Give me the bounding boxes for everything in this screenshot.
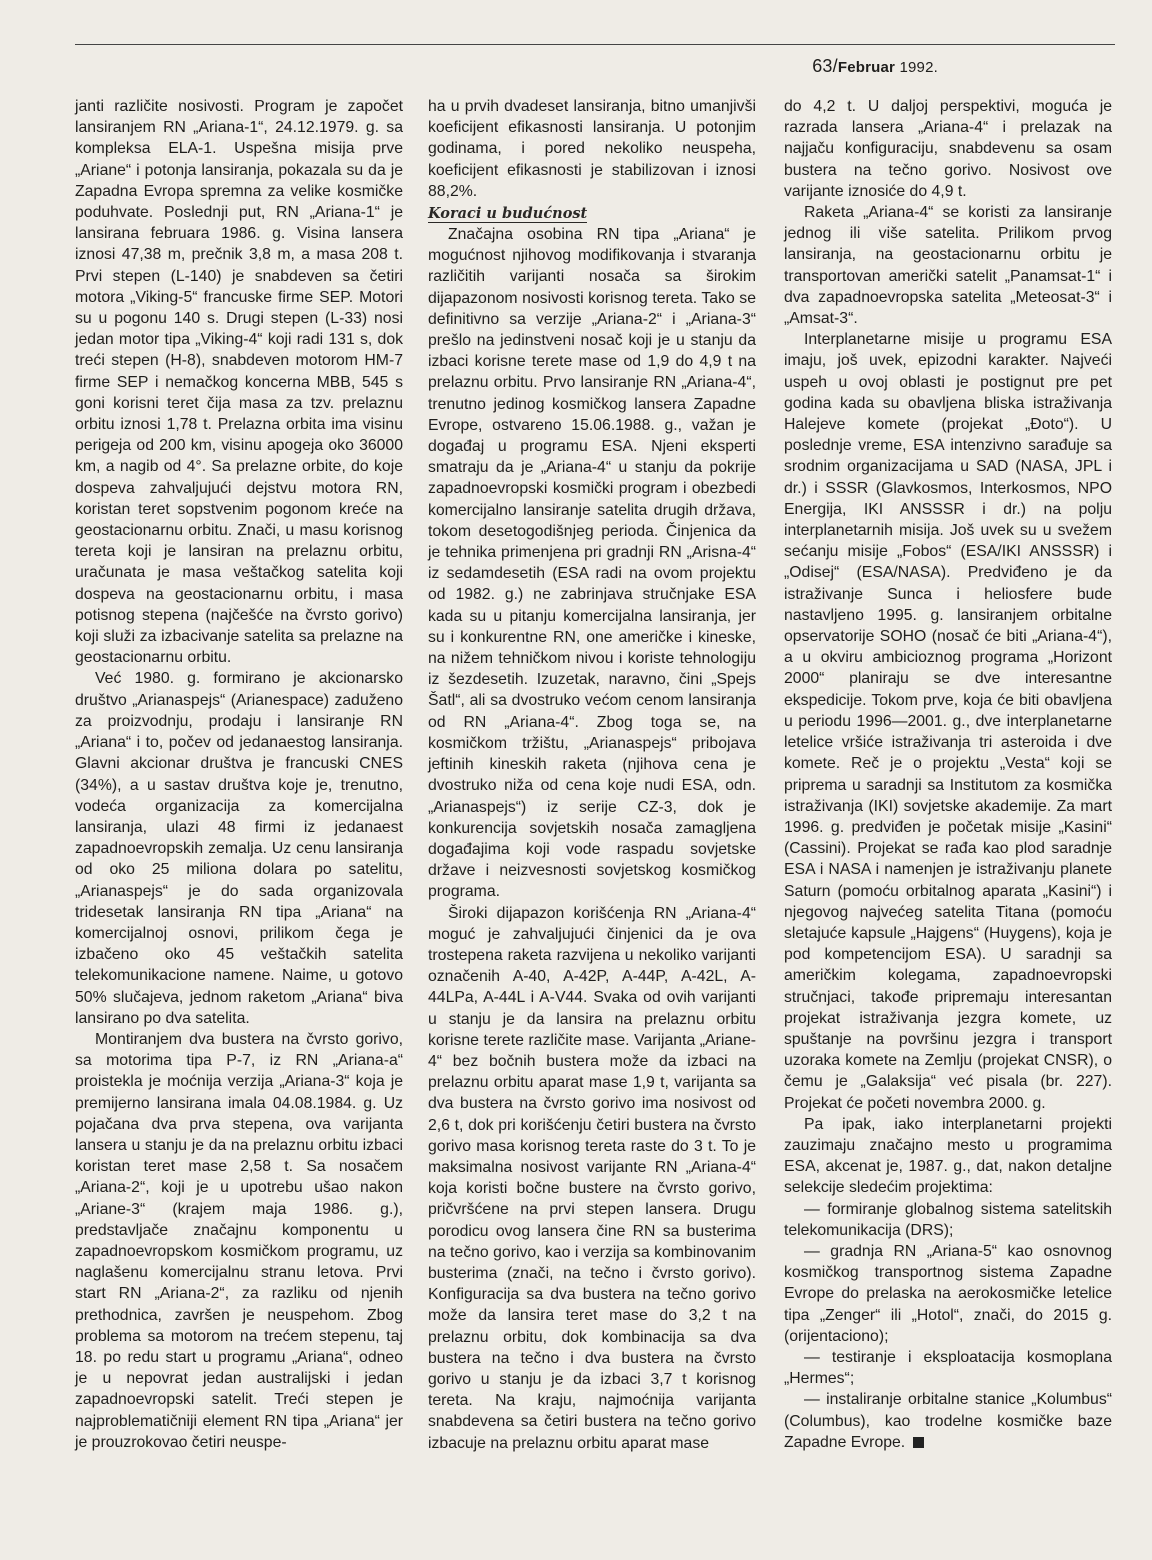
issue-year: 1992.: [895, 59, 938, 76]
page-header: [812, 56, 938, 77]
paragraph: Značajna osobina RN tipa „Ariana“ je mogućnost njihovog modifikovanja i stvaranja različitih varijanti nosača sa širokim dijapazonom nosivosti korisnog tereta. Tako se definitivno sa verzije „Ariana-2“ i „Ariana-3“ prešlo na jedinstveni nosač koji je u stanju da izbaci korisne terete mase od 1,9 do 4,9 t na prelaznu orbitu. Prvo lansiranje RN „Ariana-4“, trenutno jedinog kosmičkog lansera Zapadne Evrope, ostvareno 15.06.1988. g., važan je događaj u programu ESA. Njeni eksperti smatraju da je „Ariana-4“ u stanju da pokrije zapadnoevropski kosmički program i obezbedi komercijalno lansiranje satelita drugih država, tokom desetogodišnjeg perioda. Činjenica da je tehnika primenjena pri gradnji RN „Arisna-4“ iz sedamdesetih (ESA radi na ovom projektu od 1982. g.) ne zabrinjava stručnjake ESA kada su u pitanju komercijalna lansiranja, jer su i konkurentne RN, one američke i kineske, na nižem tehničkom nivou i koriste tehnologiju iz šezdesetih. Izuzetak, naravno, čini „Spejs Šatl“, ali sa dvostruko većom cenom lansiranja od RN „Ariana-4“. Zbog toga se, na kosmičkom tržištu, „Arianaspejs“ pribojava jeftinih kineskih raketa (njihova cena je dvostruko niža od cena koje nudi ESA, odn. „Arianaspejs“) iz serije CZ-3, dok je konkurencija sovjetskih nosača zamagljena događajima koji vode raspadu sovjetske države i neizvesnosti sovjetskog kosmičkog programa.: [428, 226, 756, 901]
article-column-2: [428, 96, 756, 1454]
section-heading: [428, 202, 756, 224]
section-heading-text: Koraci u budućnost: [428, 205, 588, 223]
paragraph: ha u prvih dvadeset lansiranja, bitno umanjivši koeficijent efikasnosti lansiranja. U potonjim godinama, i pored nekoliko neuspeha, koeficijent efikasnosti je stabilizovan i iznosi 88,2%.: [428, 98, 756, 200]
list-item-last: [784, 1389, 1112, 1453]
paragraph: Montiranjem dva bustera na čvrsto gorivo, sa motorima tipa P-7, iz RN „Ariana-a“ proistekla je moćnija verzija „Ariana-3“ koja je premijerno lansirana imala 04.08.1984. g. Uz pojačana dva prva stepena, ova varijanta lansera u stanju je da na prelaznu orbitu izbaci koristan teret mase 2,58 t. Sa nosačem „Ariana-2“, koji je u upotrebu ušao nakon „Ariane-3“ (krajem maja 1986. g.), predstavljače značajnu komponentu u zapadnoevropskom kosmičkom programu, uz naglašenu komercijalnu stranu letova. Prvi start RN „Ariana-2“, za razliku od njenih prethodnica, završen je neuspehom. Zbog problema sa motorom na trećem stepenu, taj 18. po redu start u programu „Ariana“, odneo je u nepovrat jedan australijski i jedan zapadnoevropski satelit. Treći stepen je najproblematičniji element RN tipa „Ariana“ jer je prouzrokovao četiri neuspe-: [75, 1030, 403, 1451]
page-number: 63/: [812, 56, 838, 76]
issue-month: Februar: [837, 59, 896, 76]
paragraph: Široki dijapazon korišćenja RN „Ariana-4“ moguć je zahvaljujući činjenici da je ova trostepena raketa razvijena u nekoliko varijanti označenih A-40, A-42P, A-44P, A-42L, A-44LPa, A-44L i A-V44. Svaka od ovih varijanti u stanju je da lansira na prelaznu orbitu korisne terete različite mase. Varijanta „Ariane-4“ bez bočnih bustera može da izbaci na prelaznu orbitu aparat mase 1,9 t, varijanta sa dva bustera na čvrsto gorivo ima nosivost od 2,6 t, dok pri korišćenju četiri bustera na čvrsto gorivo masa korisnog tereta raste do 3 t. To je maksimalna nosivost varijante RN „Ariana-4“ koja koristi bočne bustere na čvrsto gorivo, pričvršćene na prvi stepen lansera. Drugu porodicu ovog lansera čine RN sa busterima na tečno gorivo, kao i verzija sa kombinovanim busterima (znači, na tečno i čvrsto gorivo). Konfiguracija sa dva bustera na tečno gorivo može da lansira teret mase do 3,2 t na prelaznu orbitu, dok kombinacija sa dva bustera na tečno i dva bustera na čvrsto gorivo u stanju je da izbaci 3,7 t korisnog tereta. Na kraju, najmoćnija varijanta snabdevena sa četiri bustera na tečno gorivo izbacuje na prelaznu orbitu aparat mase: [428, 904, 756, 1452]
paragraph: do 4,2 t. U daljoj perspektivi, moguća je razrada lansera „Ariana-4“ i prelazak na najjaču konfiguraciju, snabdevenu sa osam bustera na tečno gorivo. Nosivost ove varijante iznosiće do 4,9 t.: [784, 98, 1112, 200]
paragraph: janti različite nosivosti. Program je započet lansiranjem RN „Ariana-1“, 24.12.1979. g. sa kompleksa ELA-1. Uspešna misija prve „Ariane“ i potonja lansiranja, pokazala su da je Zapadna Evropa spremna za velike kosmičke poduhvate. Poslednji put, RN „Ariana-1“ je lansirana februara 1986. g. Visina lansera iznosi 47,38 m, prečnik 3,8 m, a masa 208 t. Prvi stepen (L-140) je snabdeven sa četiri motora „Viking-5“ francuske firme SEP. Motori su u pogonu 140 s. Drugi stepen (L-33) nosi jedan motor tipa „Viking-4“ koji radi 131 s, dok treći stepen (H-8), snabdeven motorom HM-7 firme SEP i nemačkog koncerna MBB, 545 s goni korisni teret čija masa za tzv. prelaznu orbitu iznosi 1,78 t. Prelazna orbita ima visinu perigeja od 200 km, visinu apogeja oko 36000 km, a nagib od 4°. Sa prelazne orbite, do koje dospeva zahvaljujući dejstvu motora RN, koristan teret sopstvenim pogonom kreće na geostacionarnu orbitu. Znači, u masu korisnog tereta koji je lansiran na prelaznu orbitu, uračunata je masa veštačkog satelita koji dospeva na geostacionarnu orbitu, i masa potisnog stepena (najčešće na čvrsto gorivo) koji služi za izbacivanje satelita sa prelazne na geostacionarnu orbitu.: [75, 98, 403, 667]
header-rule: [75, 44, 1115, 45]
list-item-text: — instaliranje orbitalne stanice „Kolumbus“ (Columbus), kao trodelne kosmičke baze Zapadne Evrope.: [784, 1391, 1112, 1451]
paragraph: Raketa „Ariana-4“ se koristi za lansiranje jednog ili više satelita. Prilikom prvog lansiranja, na geostacionarnu orbitu je transportovan američki satelit „Panamsat-1“ i dva zapadnoevropska satelita „Meteosat-3“ i „Amsat-3“.: [784, 204, 1112, 328]
article-column-3: [784, 96, 1112, 1453]
end-of-article-mark: [913, 1437, 924, 1448]
list-item: — gradnja RN „Ariana-5“ kao osnovnog kosmičkog transportnog sistema Zapadne Evrope do prelaska na aerokosmičke letelice tipa „Zenger“ ili „Hotol“, znači, do 2015 g. (orijentaciono);: [784, 1242, 1112, 1345]
list-item: — formiranje globalnog sistema satelitskih telekomunikacija (DRS);: [784, 1200, 1112, 1239]
article-column-1: [75, 96, 403, 1453]
paragraph: Interplanetarne misije u programu ESA imaju, još uvek, epizodni karakter. Najveći uspeh u ovoj oblasti je postignut pre pet godina kada su obavljena bliska istraživanja Halejeve komete (projekat „Đoto“). U poslednje vreme, ESA intenzivno sarađuje sa srodnim organizacijama u SAD (NASA, JPL i dr.) i SSSR (Glavkosmos, Interkosmos, NPO Energija, IKI ANSSSR i dr.) na polju interplanetarnih misija. Još uvek su u svežem sećanju misije „Fobos“ (ESA/IKI ANSSSR) i „Odisej“ (ESA/NASA). Predviđeno je da istraživanje Sunca i heliosfere bude nastavljeno 1995. g. lansiranjem orbitalne opservatorije SOHO (nosač će biti „Ariana-4“), a u okviru ambicioznog programa „Horizont 2000“ planiraju se dve interesantne ekspedicije. Tokom prve, koja će biti obavljena u periodu 1996—2001. g., dve interplanetarne letelice vršiće istraživanja tri asteroida i dve komete. Reč je o projektu „Vesta“ koji se priprema u saradnji sa Institutom za kosmička istraživanja (IKI) sovjetske akademije. Za mart 1996. g. predviđen je početak misije „Kasini“ (Cassini). Projekat se rađa kao plod saradnje ESA i NASA i namenjen je istraživanju planete Saturn (pomoću orbitalnog aparata „Kasini“) i njegovog najvećeg satelita Titana (pomoću sletajuće kapsule „Hajgens“ (Huygens), koja je pod kompetencijom ESA). U saradnji sa američkim kolegama, zapadnoevropski stručnjaci, takođe pripremaju interesantan projekat istraživanja jezgra komete, uz spuštanje na površinu jezgra i transport uzoraka komete na Zemlju (projekat CNSR), o čemu je „Galaksija“ već pisala (br. 227). Projekat će početi novembra 2000. g.: [784, 331, 1112, 1112]
paragraph: Pa ipak, iako interplanetarni projekti zauzimaju značajno mesto u programima ESA, akcenat je, 1987. g., dat, nakon detaljne selekcije sledećim projektima:: [784, 1115, 1112, 1197]
paragraph: Već 1980. g. formirano je akcionarsko društvo „Arianaspejs“ (Arianespace) zaduženo za proizvodnju, prodaju i lansiranje RN „Ariana“ i to, počev od jedanaestog lansiranja. Glavni akcionar društva je francuski CNES (34%), a u sastav društva koje je, trenutno, vodeća organizacija za komercijalna lansiranja, ulazi 48 firmi iz jedanaest zapadnoevropskih zemalja. Uz cenu lansiranja od oko 25 miliona dolara po satelitu, „Arianaspejs“ je do sada organizovala tridesetak lansiranja RN tipa „Ariana“ na komercijalnoj osnovi, prilikom čega je izbačeno oko 45 veštačkih satelita telekomunikacione namene. Naime, u gotovo 50% slučajeva, jednom raketom „Ariana“ biva lansirano po dva satelita.: [75, 670, 403, 1027]
list-item: — testiranje i eksploatacija kosmoplana „Hermes“;: [784, 1348, 1112, 1388]
